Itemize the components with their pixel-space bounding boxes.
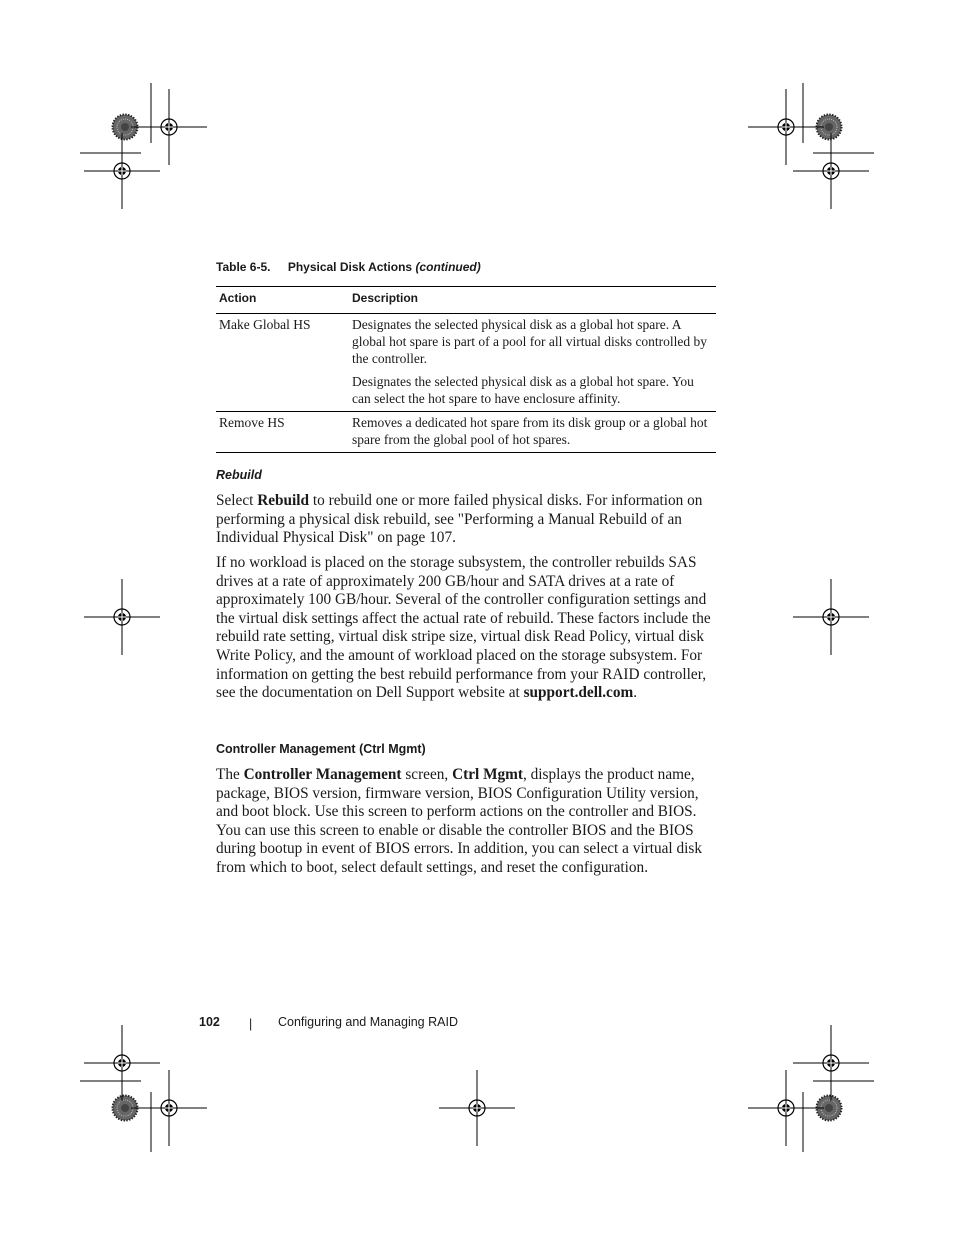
page-footer [199, 1015, 458, 1031]
table-row [216, 314, 716, 412]
text-span: The [216, 766, 244, 783]
screen-abbrev-term: Ctrl Mgmt [452, 766, 523, 783]
action-cell: Make Global HS [216, 314, 349, 412]
crosshair-icon [748, 1070, 824, 1146]
table-header-row [216, 287, 716, 314]
description-paragraph: Designates the selected physical disk as a global hot spare. A global hot spare is part of a pool for all virtual disks controlled by the controller. [352, 317, 708, 366]
column-header-description: Description [349, 287, 716, 314]
crosshair-icon [84, 133, 160, 209]
chapter-title: Configuring and Managing RAID [278, 1015, 458, 1029]
rebuild-heading: Rebuild [216, 468, 262, 482]
table-number: Table 6-5. [216, 260, 271, 274]
physical-disk-actions-table [216, 286, 716, 453]
crosshair-icon [439, 1070, 515, 1146]
crosshair-icon [793, 579, 869, 655]
controller-management-paragraph [216, 766, 714, 878]
text-span: Select [216, 492, 258, 509]
crosshair-icon [793, 1025, 869, 1101]
controller-management-heading: Controller Management (Ctrl Mgmt) [216, 742, 426, 756]
support-website-reference: support.dell.com [523, 684, 634, 702]
text-span: If no workload is placed on the storage subsystem, the controller rebuilds SAS drives at a rate of approximately 200 GB/hour and SATA drives at a rate of approximately 100 GB/hour. Several of the controller configuration settings and the virtual disk settings affect the actual rate of rebuild. These factors include the rebuild rate setting, virtual disk stripe size, virtual disk Read Policy, virtual disk Write Policy, and the amount of workload placed on the storage subsystem. For information on getting the best rebuild performance from your RAID controller, see the documentation on Dell Support website at [216, 554, 711, 702]
crosshair-icon [84, 579, 160, 655]
table-row [216, 412, 716, 453]
text-span: to rebuild one or more failed physical disks. For information on performing a physical disk rebuild, see "Performing a Manual Rebuild of an Individual Physical Disk" on page 107. [216, 492, 703, 547]
table-caption [216, 260, 481, 274]
action-cell: Remove HS [216, 412, 349, 453]
table-title: Physical Disk Actions [287, 260, 413, 274]
description-cell [349, 412, 716, 453]
rebuild-term: Rebuild [257, 492, 310, 509]
text-span: . [633, 684, 638, 702]
screen-name-term: Controller Management [243, 766, 402, 783]
description-paragraph: Removes a dedicated hot spare from its disk group or a global hot spare from the global pool of hot spares. [352, 415, 708, 447]
crosshair-icon [131, 1070, 207, 1146]
column-header-action: Action [216, 287, 349, 314]
text-span: screen, [401, 766, 453, 783]
rebuild-paragraph-2 [216, 554, 714, 703]
rebuild-paragraph-1 [216, 492, 714, 548]
description-cell [349, 314, 716, 412]
table-continued-label: (continued) [415, 260, 481, 274]
crosshair-icon [131, 89, 207, 165]
text-span: , displays the product name, package, BIOS version, firmware version, BIOS Configuration Utility version, and boot block. Use this screen to perform actions on the controller and BIOS. You can use this screen to enable or disable the controller BIOS and the BIOS during bootup in event of BIOS errors. In addition, you can select a virtual disk from which to boot, select default settings, and reset the configuration. [216, 766, 702, 876]
description-paragraph: Designates the selected physical disk as a global hot spare. You can select the hot spare to have enclosure affinity. [352, 374, 694, 406]
crosshair-icon [793, 133, 869, 209]
footer-separator: | [249, 1017, 253, 1031]
crosshair-icon [748, 89, 824, 165]
page-number: 102 [199, 1015, 220, 1029]
crosshair-icon [84, 1025, 160, 1101]
